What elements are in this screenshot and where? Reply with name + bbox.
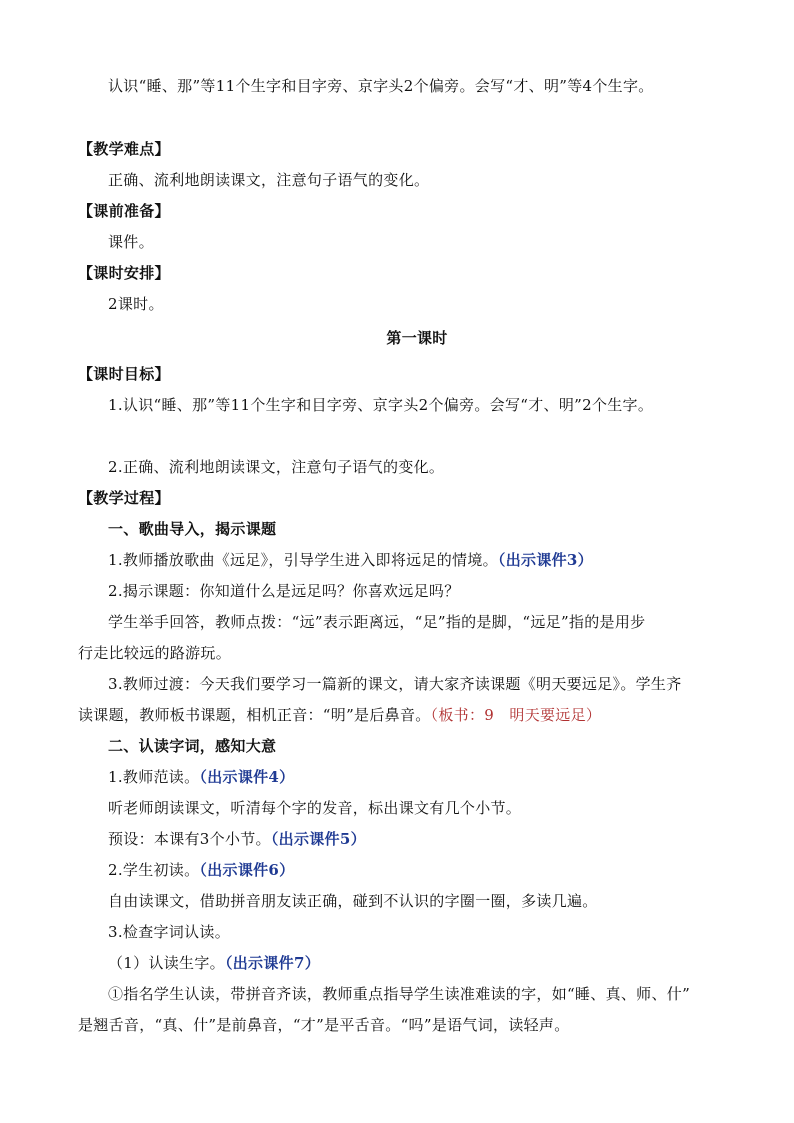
heading-process: 【教学过程】: [78, 489, 170, 507]
paragraph: 自由读课文，借助拼音朋友读正确，碰到不认识的字圈一圈，多读几遍。: [108, 892, 598, 910]
paragraph: 2课时。: [108, 295, 164, 313]
courseware-tag: （出示课件6）: [199, 861, 295, 879]
paragraph: 听老师朗读课文，听清每个字的发音，标出课文有几个小节。: [108, 799, 522, 817]
heading-preparation: 【课前准备】: [78, 202, 170, 220]
heading-difficulty: 【教学难点】: [78, 140, 170, 158]
section-title: 第一课时: [386, 329, 448, 347]
paragraph: 是翘舌音，“真、什”是前鼻音，“才”是平舌音。“吗”是语气词，读轻声。: [78, 1016, 570, 1034]
blackboard-tag: （板书：9 明天要远足）: [430, 706, 602, 724]
goal-item: 1.认识“睡、那”等11个生字和目字旁、京字头2个偏旁。会写“才、明”2个生字。: [108, 396, 654, 414]
objective-line: 认识“睡、那”等11个生字和目字旁、京字头2个偏旁。会写“才、明”等4个生字。: [108, 77, 654, 95]
courseware-tag: （出示课件4）: [199, 768, 295, 786]
subsection-heading: 一、歌曲导入，揭示课题: [108, 520, 277, 538]
paragraph: 2.揭示课题：你知道什么是远足吗？你喜欢远足吗？: [108, 582, 460, 600]
heading-goal: 【课时目标】: [78, 365, 170, 383]
paragraph: 2.学生初读。（出示课件6）: [108, 861, 295, 879]
courseware-tag: （出示课件5）: [270, 830, 366, 848]
paragraph: 正确、流利地朗读课文，注意句子语气的变化。: [108, 171, 430, 189]
goal-item: 2.正确、流利地朗读课文，注意句子语气的变化。: [108, 458, 445, 476]
paragraph: 3.检查字词认读。: [108, 923, 231, 941]
paragraph: ①指名学生认读，带拼音齐读，教师重点指导学生读准难读的字，如“睡、真、师、什”: [108, 985, 691, 1003]
paragraph: （1）认读生字。（出示课件7）: [108, 954, 320, 972]
paragraph: 行走比较远的路游玩。: [78, 644, 232, 662]
heading-schedule: 【课时安排】: [78, 264, 170, 282]
paragraph: 读课题，教师板书课题，相机正音：“明”是后鼻音。（板书：9 明天要远足）: [78, 706, 602, 724]
subsection-heading: 二、认读字词，感知大意: [108, 737, 277, 755]
courseware-tag: （出示课件3）: [497, 551, 593, 569]
courseware-tag: （出示课件7）: [224, 954, 320, 972]
paragraph: 课件。: [108, 233, 154, 251]
paragraph: 预设：本课有3个小节。（出示课件5）: [108, 830, 366, 848]
paragraph: 1.教师范读。（出示课件4）: [108, 768, 295, 786]
paragraph: 3.教师过渡：今天我们要学习一篇新的课文，请大家齐读课题《明天要远足》。学生齐: [108, 675, 682, 693]
paragraph: 1.教师播放歌曲《远足》，引导学生进入即将远足的情境。（出示课件3）: [108, 551, 593, 569]
paragraph: 学生举手回答，教师点拨：“远”表示距离远，“足”指的是脚，“远足”指的是用步: [108, 613, 646, 631]
